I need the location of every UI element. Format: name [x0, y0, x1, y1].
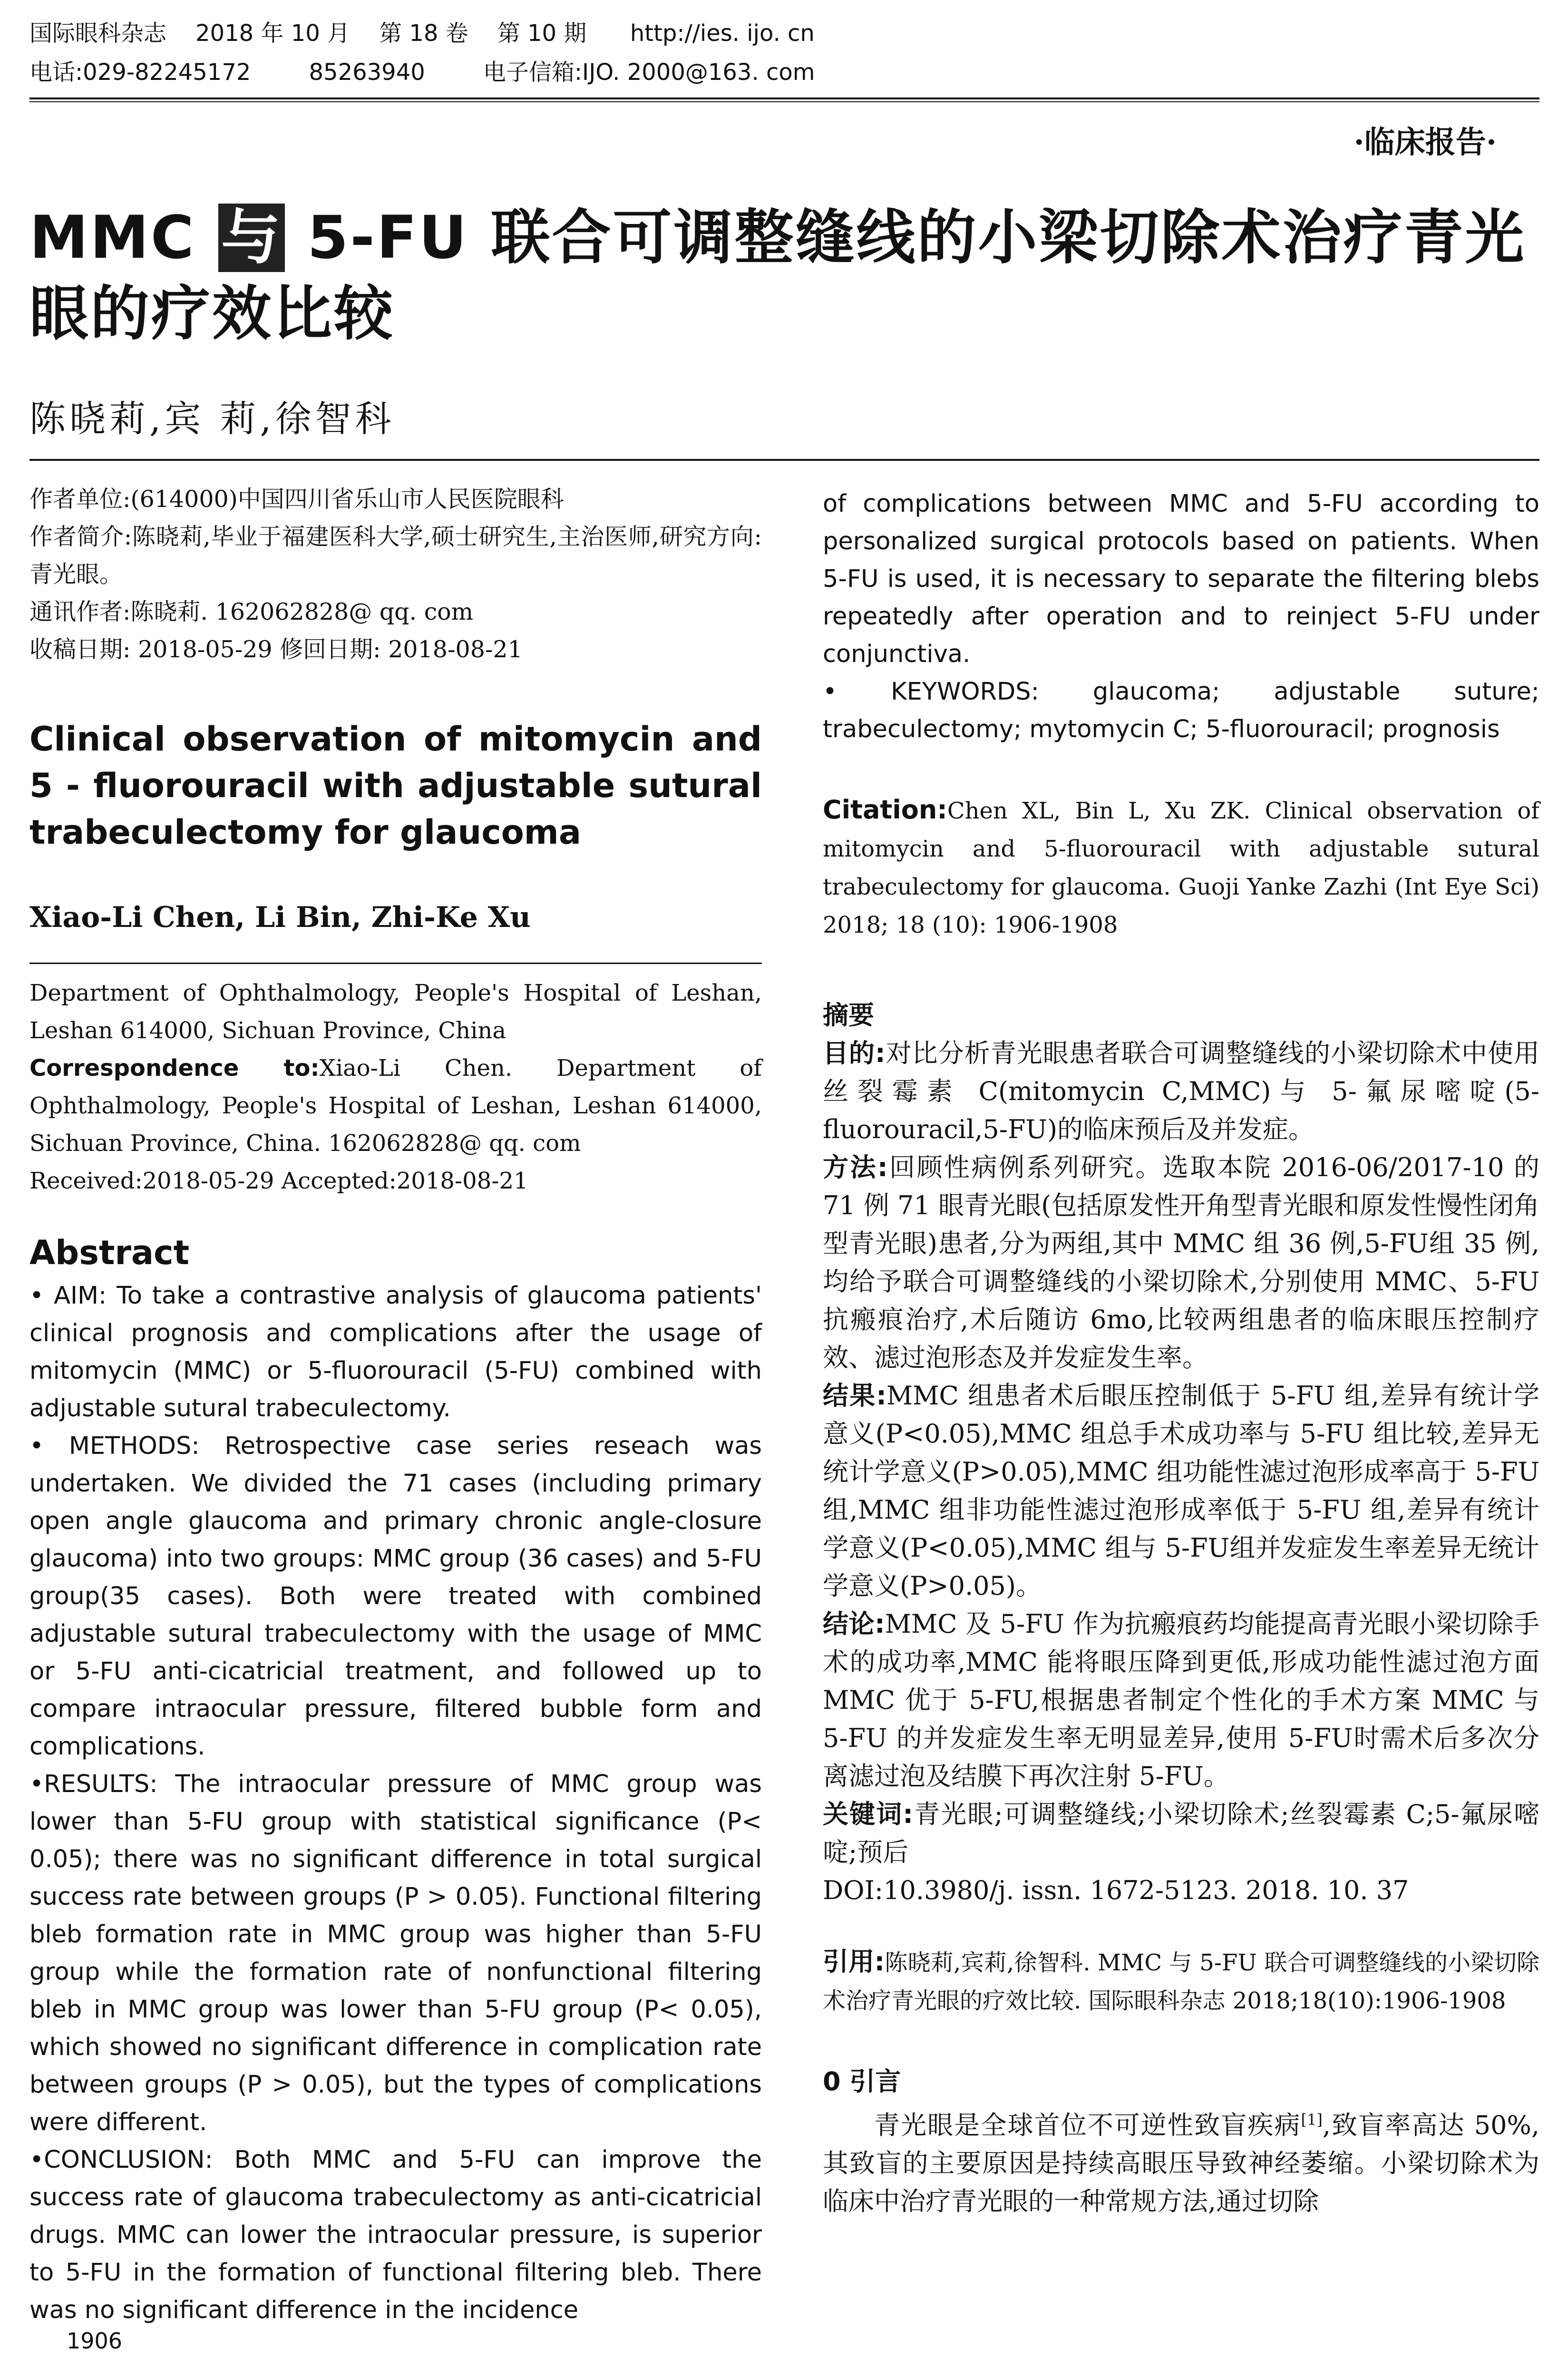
abstract-conclusion: •CONCLUSION: Both MMC and 5-FU can improve the success rate of glaucoma trabeculectomy as anti-cicatricial drugs. MMC can lower the intraocular pressure, is superior to 5-FU in the formation of functional filtering bleb. There was no significant difference in the incidence [29, 2146, 762, 2324]
title-highlight: 与 [218, 204, 285, 272]
abstract-heading: Abstract [29, 1233, 190, 1272]
author-info-cn [29, 480, 762, 668]
chinese-abstract [823, 996, 1539, 1909]
cn-aim: 目的:对比分析青光眼患者联合可调整缝线的小梁切除术中使用丝裂霉素 C(mitomycin C,MMC)与 5-氟尿嘧啶(5-fluorouracil,5-FU)的临床预后及并发症。 [823, 1038, 1539, 1144]
introduction [823, 2063, 1539, 2221]
cn-keywords: 关键词:青光眼;可调整缝线;小梁切除术;丝裂霉素 C;5-氟尿嘧啶;预后 [823, 1799, 1539, 1867]
right-column [823, 485, 1539, 2221]
header-rule [29, 97, 1539, 99]
author-unit: 作者单位:(614000)中国四川省乐山市人民医院眼科 [29, 486, 564, 513]
section-tag: ·临床报告· [1354, 125, 1497, 160]
citation-cn: 引用:陈晓莉,宾莉,徐智科. MMC 与 5-FU 联合可调整缝线的小梁切除术治疗青光眼的疗效比较. 国际眼科杂志 2018;18(10):1906-1908 [823, 1947, 1539, 2014]
author-bio: 作者简介:陈晓莉,毕业于福建医科大学,硕士研究生,主治医师,研究方向:青光眼。 [29, 523, 762, 588]
intro-heading: 0 引言 [823, 2066, 901, 2096]
abstract-aim: • AIM: To take a contrastive analysis of glaucoma patients' clinical prognosis and complications after the usage of mitomycin (MMC) or 5-fluorouracil (5-FU) combined with adjustable sutural trabeculectomy. [29, 1282, 762, 1422]
received-accepted: Received:2018-05-29 Accepted:2018-08-21 [29, 1168, 528, 1194]
authors-cn: 陈晓莉,宾 莉,徐智科 [29, 398, 395, 440]
english-authors: Xiao-Li Chen, Li Bin, Zhi-Ke Xu [29, 901, 531, 934]
department: Department of Ophthalmology, People's Hospital of Leshan, Leshan 614000, Sichuan Province, China [29, 980, 762, 1044]
abstract-conclusion-cont: of complications between MMC and 5-FU according to personalized surgical protocols based on patients. When 5-FU is used, it is necessary to separate the filtering blebs repeatedly after operation and to reinject 5-FU under conjunctiva. [823, 490, 1539, 668]
cn-methods: 方法:回顾性病例系列研究。选取本院 2016-06/2017-10 的 71 例 71 眼青光眼(包括原发性开角型青光眼和原发性慢性闭角型青光眼)患者,分为两组,其中 MMC 组 36 例,5-FU组 35 例,均给予联合可调整缝线的小梁切除术,分别使用 MMC、5-FU 抗瘢痕治疗,术后随访 6mo,比较两组患者的临床眼压控制疗效、滤过泡形态及并发症发生率。 [823, 1152, 1539, 1373]
cn-doi: DOI:10.3980/j. issn. 1672-5123. 2018. 10. 37 [823, 1875, 1409, 1905]
author-corr: 通讯作者:陈晓莉. 162062828@ qq. com [29, 598, 474, 625]
abstract-results: •RESULTS: The intraocular pressure of MMC group was lower than 5-FU group with statistical significance (P< 0.05); there was no significant difference in total surgical success rate between groups (P > 0.05). Functional filtering bleb formation rate in MMC group was higher than 5-FU group while the formation rate of nonfunctional filtering bleb in MMC group was lower than 5-FU group (P< 0.05), which showed no significant difference in complication rate between groups (P > 0.05), but the types of complications were different. [29, 1770, 762, 2136]
cn-results: 结果:MMC 组患者术后眼压控制低于 5-FU 组,差异有统计学意义(P<0.05),MMC 组总手术成功率与 5-FU 组比较,差异无统计学意义(P>0.05),MMC 组功能性滤过泡形成率高于 5-FU 组,MMC 组非功能性滤过泡形成率低于 5-FU 组,差异有统计学意义(P<0.05),MMC 组与 5-FU组并发症发生率差异无统计学意义(P>0.05)。 [823, 1381, 1539, 1601]
english-abstract [29, 1277, 762, 2329]
dept-rule [29, 963, 762, 964]
english-abstract-cont [823, 485, 1539, 748]
authors-rule [29, 459, 1539, 461]
page-number: 1906 [67, 2328, 123, 2354]
intro-text: 青光眼是全球首位不可逆性致盲疾病[1],致盲率高达 50%,其致盲的主要原因是持续高眼压导致神经萎缩。小梁切除术为临床中治疗青光眼的一种常规方法,通过切除 [823, 2110, 1539, 2216]
journal-header-line1: 国际眼科杂志 2018 年 10 月 第 18 卷 第 10 期 http://ies. ijo. cn [29, 20, 815, 47]
abstract-methods: • METHODS: Retrospective case series reseach was undertaken. We divided the 71 cases (including primary open angle glaucoma and primary chronic angle-closure glaucoma) into two groups: MMC group (36 cases) and 5-FU group(35 cases). Both were treated with combined adjustable sutural trabeculectomy with the usage of MMC or 5-FU anti-cicatricial treatment, and followed up to compare intraocular pressure, filtered bubble form and complications. [29, 1432, 762, 1761]
cn-conclusion: 结论:MMC 及 5-FU 作为抗瘢痕药均能提高青光眼小梁切除手术的成功率,MMC 能将眼压降到更低,形成功能性滤过泡方面 MMC 优于 5-FU,根据患者制定个性化的手术方案 MMC 与 5-FU 的并发症发生率无明显差异,使用 5-FU时需术后多次分离滤过泡及结膜下再次注射 5-FU。 [823, 1609, 1539, 1791]
header-rule-thin [29, 101, 1539, 102]
citation-en: Citation:Chen XL, Bin L, Xu ZK. Clinical observation of mitomycin and 5-fluorouracil with adjustable sutural trabeculectomy for glaucoma. Guoji Yanke Zazhi (Int Eye Sci) 2018; 18 (10): 1906-1908 [823, 795, 1539, 938]
abstract-keywords: • KEYWORDS: glaucoma; adjustable suture; trabeculectomy; mytomycin C; 5-fluorouracil; prognosis [823, 678, 1539, 743]
cn-abstract-heading: 摘要 [823, 1000, 874, 1030]
left-column [29, 480, 762, 2329]
citation-ref: [1] [1301, 2111, 1323, 2129]
journal-header-line2: 电话:029-82245172 85263940 电子信箱:IJO. 2000@163. com [29, 59, 815, 86]
author-dates: 收稿日期: 2018-05-29 修回日期: 2018-08-21 [29, 636, 523, 663]
english-title: Clinical observation of mitomycin and 5 - fluorouracil with adjustable sutural trabeculectomy for glaucoma [29, 720, 762, 852]
correspondence: Correspondence to:Xiao-Li Chen. Department of Ophthalmology, People's Hospital of Leshan, Leshan 614000, Sichuan Province, China. 162062828@ qq. com [29, 1055, 762, 1157]
article-title: MMC 与 5-FU 联合可调整缝线的小梁切除术治疗青光眼的疗效比较 [29, 204, 1526, 348]
department-info [29, 974, 762, 1200]
